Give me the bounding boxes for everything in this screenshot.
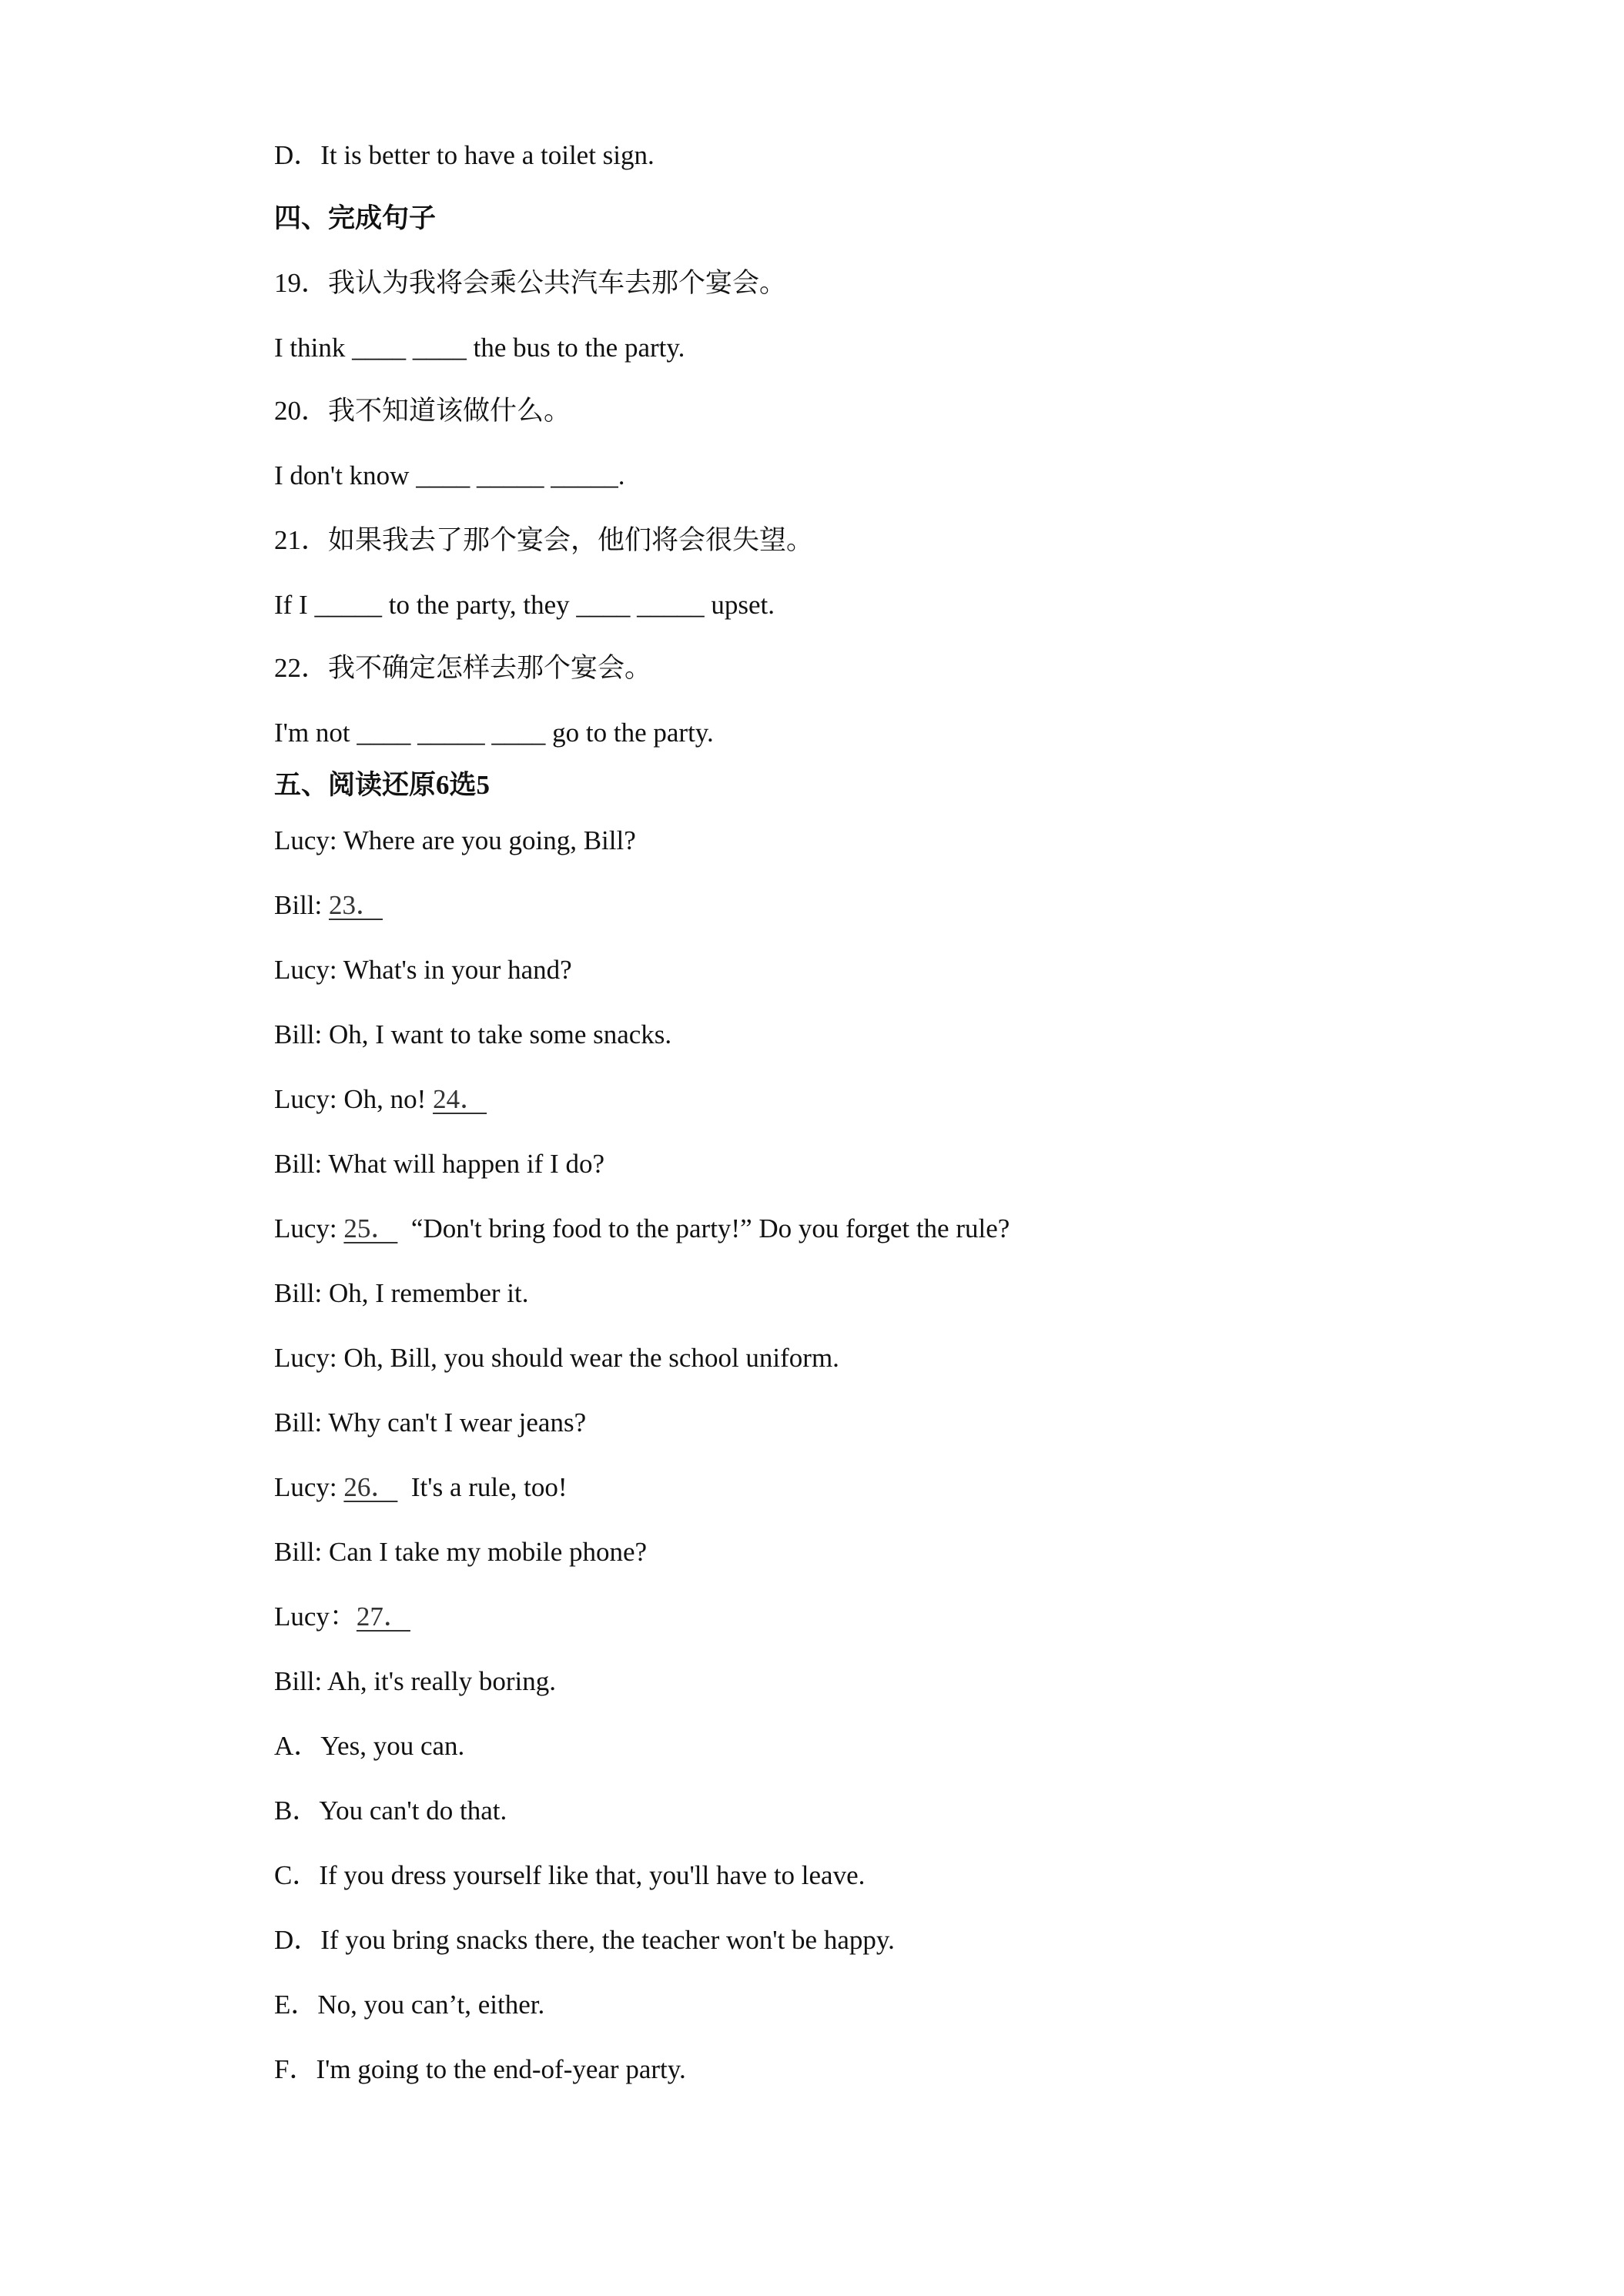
dialogue-line-8: Bill: Oh, I remember it. bbox=[274, 1278, 529, 1308]
dialogue-line-9: Lucy: Oh, Bill, you should wear the school uniform. bbox=[274, 1343, 839, 1373]
option-f: F．I'm going to the end-of-year party. bbox=[274, 2054, 686, 2084]
dialogue-line-4: Bill: Oh, I want to take some snacks. bbox=[274, 1019, 672, 1049]
q19-prompt: 19．我认为我将会乘公共汽车去那个宴会。 bbox=[274, 268, 787, 298]
dialogue-line-14: Bill: Ah, it's really boring. bbox=[274, 1666, 557, 1696]
speaker-prefix: Lucy: Oh, no! bbox=[274, 1084, 434, 1114]
q22-prompt: 22．我不确定怎样去那个宴会。 bbox=[274, 653, 652, 683]
q19-sentence: I think ____ ____ the bus to the party. bbox=[274, 333, 685, 363]
dialogue-line-6: Bill: What will happen if I do? bbox=[274, 1149, 604, 1179]
option-e: E．No, you can’t, either. bbox=[274, 1990, 545, 2020]
dialogue-line-13 bbox=[274, 1600, 410, 1634]
speaker-prefix: Bill: bbox=[274, 890, 329, 920]
dialogue-text: “Don't bring food to the party!” Do you forget the rule? bbox=[397, 1213, 1010, 1243]
dialogue-line-11 bbox=[274, 1471, 568, 1504]
section-5-heading: 五、阅读还原6选5 bbox=[274, 770, 491, 800]
dialogue-line-1: Lucy: Where are you going, Bill? bbox=[274, 825, 636, 855]
blank-26: 26． bbox=[343, 1472, 398, 1502]
speaker-prefix: Lucy: bbox=[274, 1472, 344, 1502]
q20-sentence: I don't know ____ _____ _____. bbox=[274, 460, 625, 490]
dialogue-line-5 bbox=[274, 1083, 487, 1116]
q18-option-d: D．It is better to have a toilet sign. bbox=[274, 140, 655, 170]
option-a: A．Yes, you can. bbox=[274, 1731, 465, 1761]
dialogue-line-2 bbox=[274, 889, 383, 922]
blank-27: 27． bbox=[356, 1602, 410, 1632]
dialogue-text: It's a rule, too! bbox=[397, 1472, 568, 1502]
option-b: B．You can't do that. bbox=[274, 1796, 507, 1826]
q21-prompt: 21．如果我去了那个宴会，他们将会很失望。 bbox=[274, 525, 814, 555]
option-d: D．If you bring snacks there, the teacher won't be happy. bbox=[274, 1925, 895, 1955]
q20-prompt: 20．我不知道该做什么。 bbox=[274, 396, 571, 426]
dialogue-line-3: Lucy: What's in your hand? bbox=[274, 955, 572, 985]
blank-24: 24． bbox=[433, 1084, 487, 1114]
dialogue-line-7 bbox=[274, 1212, 1010, 1246]
dialogue-line-12: Bill: Can I take my mobile phone? bbox=[274, 1537, 648, 1567]
q21-sentence: If I _____ to the party, they ____ _____ upset. bbox=[274, 590, 775, 620]
blank-25: 25． bbox=[343, 1213, 398, 1243]
option-c: C．If you dress yourself like that, you'll have to leave. bbox=[274, 1860, 866, 1890]
q22-sentence: I'm not ____ _____ ____ go to the party. bbox=[274, 718, 714, 748]
speaker-prefix: Lucy： bbox=[274, 1602, 357, 1632]
speaker-prefix: Lucy: bbox=[274, 1213, 344, 1243]
blank-23: 23． bbox=[329, 890, 383, 920]
section-4-heading: 四、完成句子 bbox=[274, 203, 437, 233]
dialogue-line-10: Bill: Why can't I wear jeans? bbox=[274, 1407, 587, 1438]
